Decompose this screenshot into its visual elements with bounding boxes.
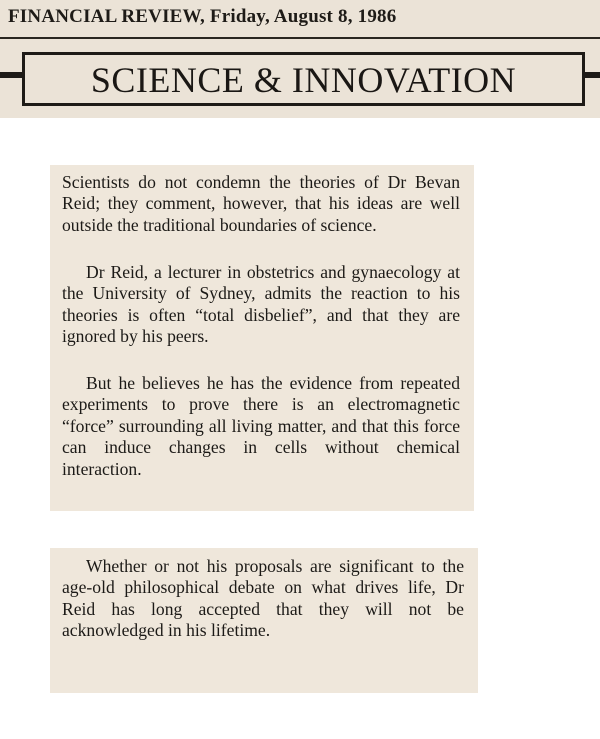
section-title: SCIENCE & INNOVATION (90, 60, 517, 100)
header-rule (0, 37, 600, 39)
masthead (0, 0, 600, 118)
article-paragraph: Scientists do not condemn the theories of Dr Bevan Reid; they comment, however, that his ideas are well outside the traditional boundaries of science. (62, 172, 460, 235)
section-rule-left (0, 72, 22, 78)
section-rule-right (585, 72, 600, 78)
article-clipping (50, 165, 474, 511)
article-paragraph: But he believes he has the evidence from repeated experiments to prove there is an electromagnetic “force” surrounding all living matter, and that this force can induce changes in cells without chemical interaction. (62, 373, 460, 479)
section-title-box (22, 52, 585, 106)
article-paragraph: Dr Reid, a lecturer in obstetrics and gynaecology at the University of Sydney, admits the reaction to his theories is often “total disbelief”, and that they are ignored by his peers. (62, 262, 460, 347)
newspaper-header-line: FINANCIAL REVIEW, Friday, August 8, 1986 (8, 6, 397, 27)
article-clipping-closing (50, 548, 478, 693)
article-closing-paragraph: Whether or not his proposals are significant to the age-old philosophical debate on what drives life, Dr Reid has long accepted that they will not be acknowledged in his lifetime. (62, 556, 464, 641)
